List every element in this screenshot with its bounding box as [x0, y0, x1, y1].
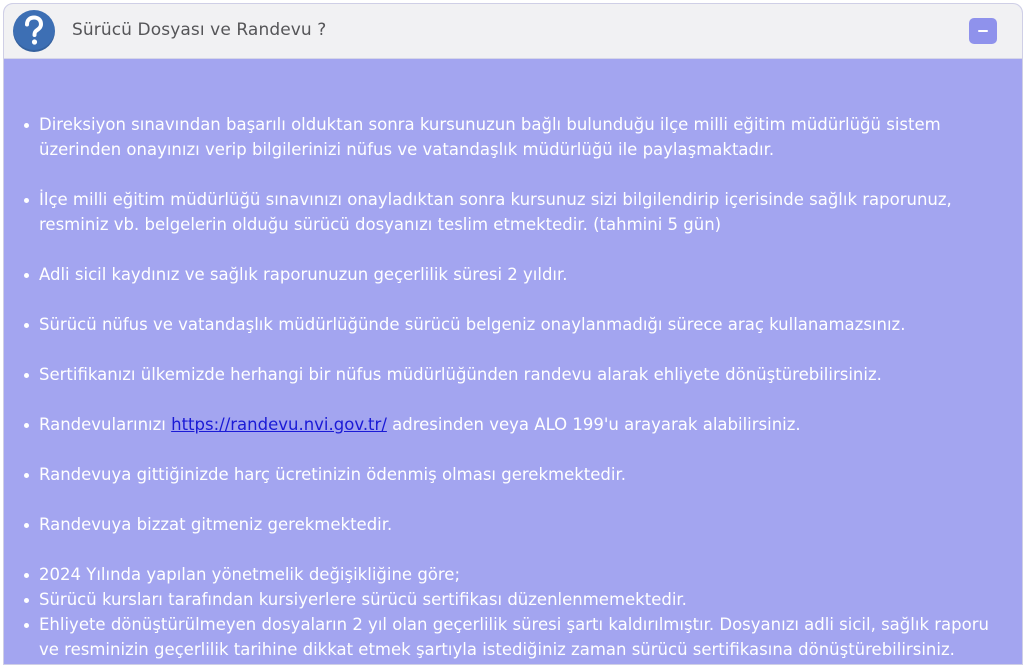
list-item: 2024 Yılında yapılan yönetmelik değişikliğine göre; [22, 562, 1002, 587]
info-list [22, 112, 1002, 662]
faq-panel [3, 3, 1023, 665]
panel-header[interactable] [4, 4, 1022, 59]
appointment-text-after: adresinden veya ALO 199'u arayarak alabilirsiniz. [386, 415, 801, 434]
list-item: Sürücü kursları tarafından kursiyerlere sürücü sertifikası düzenlenmemektedir. [22, 587, 1002, 612]
list-item: Sertifikanızı ülkemizde herhangi bir nüfus müdürlüğünden randevu alarak ehliyete dönüştürebilirsiniz. [22, 362, 1002, 387]
list-item: Ehliyete dönüştürülmeyen dosyaların 2 yıl olan geçerlilik süresi şartı kaldırılmıştır. Dosyanızı adli sicil, sağlık raporu ve resminizin geçerlilik tarihine dikkat etmek şartıyla istediğiniz zaman sürücü sertifikasına dönüştürebilirsiniz. [22, 612, 1002, 662]
minus-icon [978, 30, 988, 32]
list-item: İlçe milli eğitim müdürlüğü sınavınızı onayladıktan sonra kursunuz sizi bilgilendirip içerisinde sağlık raporunuz, resminiz vb. belgelerin olduğu sürücü dosyanızı teslim etmektedir. (tahmini 5 gün) [22, 187, 1002, 237]
list-item: Sürücü nüfus ve vatandaşlık müdürlüğünde sürücü belgeniz onaylanmadığı sürece araç kullanamazsınız. [22, 312, 1002, 337]
panel-title: Sürücü Dosyası ve Randevu ? [72, 20, 327, 40]
question-icon [13, 10, 55, 52]
list-item: Randevuya bizzat gitmeniz gerekmektedir. [22, 512, 1002, 537]
list-item: Adli sicil kaydınız ve sağlık raporunuzun geçerlilik süresi 2 yıldır. [22, 262, 1002, 287]
randevu-link[interactable]: https://randevu.nvi.gov.tr/ [171, 415, 387, 434]
panel-content [4, 59, 1022, 662]
list-item-appointment [22, 412, 1002, 437]
list-item: Direksiyon sınavından başarılı olduktan sonra kursunuzun bağlı bulunduğu ilçe milli eğitim müdürlüğü sistem üzerinden onayınızı verip bilgilerinizi nüfus ve vatandaşlık müdürlüğü ile paylaşmaktadır. [22, 112, 1002, 162]
appointment-text-before: Randevularınızı [39, 415, 172, 434]
collapse-button[interactable] [969, 18, 997, 44]
list-item: Randevuya gittiğinizde harç ücretinizin ödenmiş olması gerekmektedir. [22, 462, 1002, 487]
